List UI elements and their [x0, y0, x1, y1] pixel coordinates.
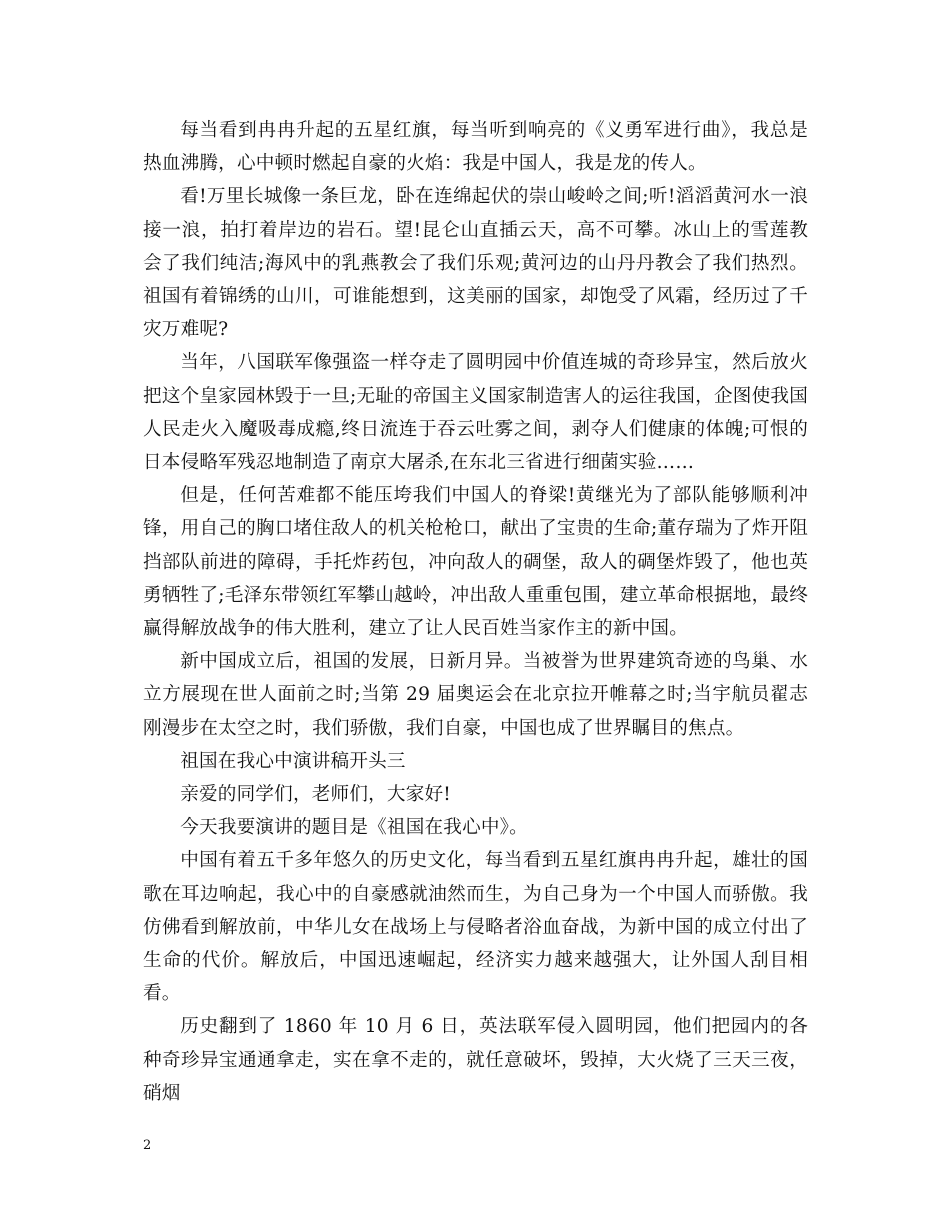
paragraph-9: 中国有着五千多年悠久的历史文化，每当看到五星红旗冉冉升起，雄壮的国歌在耳边响起，我心中的自豪感就油然而生，为自己身为一个中国人而骄傲。我仿佛看到解放前，中华儿女在战场上与侵略者浴血奋战，为新中国的成立付出了生命的代价。解放后，中国迅速崛起，经济实力越来越强大，让外国人刮目相看。	[143, 850, 808, 1005]
document-body	[143, 114, 808, 1110]
paragraph-1: 每当看到冉冉升起的五星红旗，每当听到响亮的《义勇军进行曲》，我总是热血沸腾，心中顿时燃起自豪的火焰：我是中国人，我是龙的传人。	[143, 120, 808, 175]
page-number: 2	[143, 1138, 152, 1153]
paragraph-10: 历史翻到了 1860 年 10 月 6 日，英法联军侵入圆明园，他们把园内的各种奇珍异宝通通拿走，实在拿不走的，就任意破坏，毁掉，大火烧了三天三夜，硝烟	[143, 1016, 808, 1104]
paragraph-4: 但是，任何苦难都不能压垮我们中国人的脊梁!黄继光为了部队能够顺利冲锋，用自己的胸口堵住敌人的机关枪枪口，献出了宝贵的生命;董存瑞为了炸开阻挡部队前进的障碍，手托炸药包，冲向敌人的碉堡，敌人的碉堡炸毁了，他也英勇牺牲了;毛泽东带领红军攀山越岭，冲出敌人重重包围，建立革命根据地，最终赢得解放战争的伟大胜利，建立了让人民百姓当家作主的新中国。	[143, 485, 808, 640]
speech-title-line: 今天我要演讲的题目是《祖国在我心中》。	[180, 817, 528, 839]
greeting-line: 亲爱的同学们，老师们，大家好!	[180, 784, 451, 806]
paragraph-3: 当年，八国联军像强盗一样夺走了圆明园中价值连城的奇珍异宝，然后放火把这个皇家园林毁于一旦;无耻的帝国主义国家制造害人的运往我国，企图使我国人民走火入魔吸毒成瘾,终日流连于吞云吐雾之间，剥夺人们健康的体魄;可恨的日本侵略军残忍地制造了南京大屠杀,在东北三省进行细菌实验……	[143, 352, 808, 474]
paragraph-2: 看!万里长城像一条巨龙，卧在连绵起伏的崇山峻岭之间;听!滔滔黄河水一浪接一浪，拍打着岸边的岩石。望!昆仑山直插云天，高不可攀。冰山上的雪莲教会了我们纯洁;海风中的乳燕教会了我们乐观;黄河边的山丹丹教会了我们热烈。祖国有着锦绣的山川，可谁能想到，这美丽的国家，却饱受了风霜，经历过了千灾万难呢?	[143, 186, 808, 341]
section-heading: 祖国在我心中演讲稿开头三	[180, 750, 406, 772]
paragraph-5: 新中国成立后，祖国的发展，日新月异。当被誉为世界建筑奇迹的鸟巢、水立方展现在世人面前之时;当第 29 届奥运会在北京拉开帷幕之时;当宇航员翟志刚漫步在太空之时，我们骄傲，我们自豪，中国也成了世界瞩目的焦点。	[143, 651, 808, 739]
